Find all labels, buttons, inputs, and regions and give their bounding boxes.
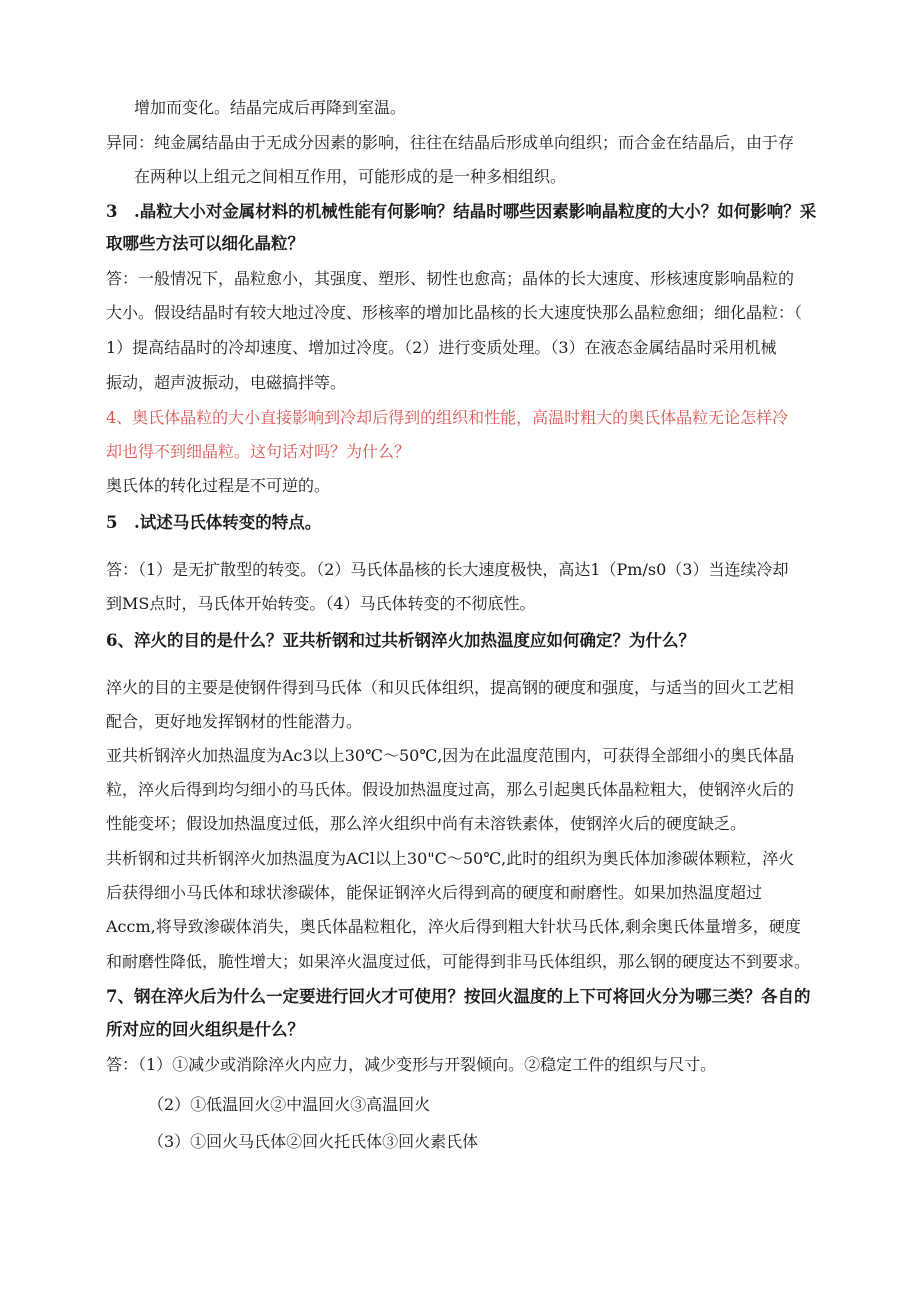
text-line: 增加而变化。结晶完成后再降到室温。 — [134, 98, 407, 117]
text-line: 性能变坏；假设加热温度过低，那么淬火组织中尚有未溶铁素体，使钢淬火后的硬度缺乏。 — [106, 814, 747, 833]
text-line: 在两种以上组元之间相互作用，可能形成的是一种多相组织。 — [134, 167, 567, 186]
text-line: 1）提高结晶时的冷却速度、增加过冷度。（2）进行变质处理。（3）在液态金属结晶时采用机械 — [106, 338, 777, 357]
text-line: 淬火的目的主要是使钢件得到马氏体（和贝氏体组织，提高钢的硬度和强度，与适当的回火工艺相 — [106, 678, 795, 697]
question-3-heading: 3 .晶粒大小对金属材料的机械性能有何影响？结晶时哪些因素影响晶粒度的大小？如何影响？采 — [106, 202, 817, 221]
text-line: 和耐磨性降低，脆性增大；如果淬火温度过低，可能得到非马氏体组织，那么钢的硬度达不到要求。 — [106, 952, 811, 971]
text-line: 异同：纯金属结晶由于无成分因素的影响，往往在结晶后形成单向组织；而合金在结晶后，由于存 — [106, 133, 795, 152]
question-7-heading: 7、钢在淬火后为什么一定要进行回火才可使用？按回火温度的上下可将回火分为哪三类？各自的 — [106, 987, 811, 1006]
text-line: 奥氏体的转化过程是不可逆的。 — [106, 476, 331, 495]
text-line: （3）①回火马氏体②回火托氏体③回火素氏体 — [148, 1132, 479, 1151]
text-line: 共析钢和过共析钢淬火加热温度为ACl以上30"C～50℃,此时的组织为奥氏体加渗碳体颗粒，淬火 — [106, 849, 795, 868]
text-line: 亚共析钢淬火加热温度为Ac3以上30℃～50℃,因为在此温度范围内，可获得全部细小的奥氏体晶 — [106, 746, 795, 765]
question-7-heading-cont: 所对应的回火组织是什么？ — [106, 1020, 304, 1039]
text-line: （2）①低温回火②中温回火③高温回火 — [148, 1095, 431, 1114]
text-line: 粒，淬火后得到均匀细小的马氏体。假设加热温度过高，那么引起奥氏体晶粒粗大，使钢淬火后的 — [106, 780, 795, 799]
question-4-red: 4、奥氏体晶粒的大小直接影响到冷却后得到的组织和性能，高温时粗大的奥氏体晶粒无论怎样冷 — [106, 408, 789, 427]
text-line: 答：一般情况下，晶粒愈小，其强度、塑形、韧性也愈高；晶体的长大速度、形核速度影响晶粒的 — [106, 269, 795, 288]
text-line: 答：（1）是无扩散型的转变。（2）马氏体晶核的长大速度极快，高达1（Pm/s0（3）当连续冷却 — [106, 560, 789, 579]
text-line: 答：（1）①减少或消除淬火内应力，减少变形与开裂倾向。②稳定工件的组织与尺寸。 — [106, 1055, 717, 1074]
text-line: 大小。假设结晶时有较大地过冷度、形核率的增加比晶核的长大速度快那么晶粒愈细；细化晶粒：（ — [106, 303, 803, 322]
question-5-heading: 5 .试述马氏体转变的特点。 — [106, 513, 322, 532]
text-line: Accm,将导致渗碳体消失，奥氏体晶粒粗化，淬火后得到粗大针状马氏体,剩余奥氏体量增多，硬度 — [106, 917, 801, 936]
question-3-heading-cont: 取哪些方法可以细化晶粒？ — [106, 234, 304, 253]
text-line: 配合，更好地发挥钢材的性能潜力。 — [106, 712, 363, 731]
question-4-red-cont: 却也得不到细晶粒。这句话对吗？为什么？ — [106, 442, 411, 461]
question-6-heading: 6、淬火的目的是什么？亚共析钢和过共析钢淬火加热温度应如何确定？为什么？ — [106, 631, 695, 650]
text-line: 到MS点时，马氏体开始转变。（4）马氏体转变的不彻底性。 — [106, 594, 536, 613]
text-line: 后获得细小马氏体和球状渗碳体，能保证钢淬火后得到高的硬度和耐磨性。如果加热温度超过 — [106, 883, 763, 902]
text-line: 振动，超声波振动，电磁搞拌等。 — [106, 373, 347, 392]
